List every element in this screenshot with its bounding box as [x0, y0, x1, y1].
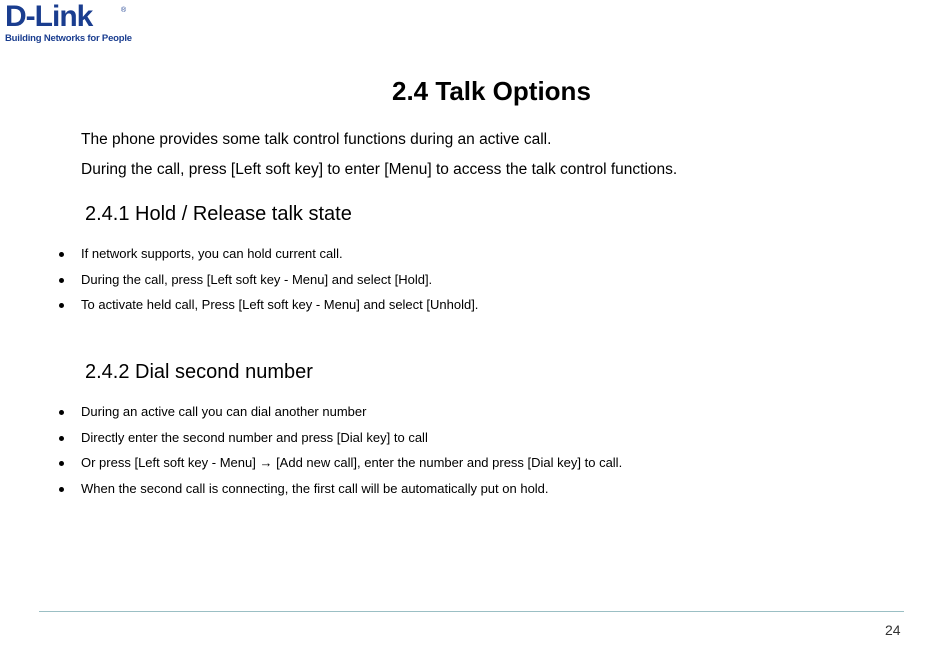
list-item: [0, 480, 950, 506]
bullet-text: If network supports, you can hold current call.: [81, 246, 343, 261]
list-item: [0, 454, 950, 480]
list-item: [0, 245, 950, 271]
list-item: [0, 271, 950, 297]
list-item: [0, 296, 950, 322]
bullet-icon: [59, 252, 64, 257]
page-number: 24: [885, 622, 901, 638]
bullet-icon: [59, 303, 64, 308]
registered-mark: ®: [121, 7, 127, 14]
list-item: [0, 429, 950, 455]
logo-wordmark: D-Link: [5, 0, 93, 33]
dlink-logo: [5, 0, 132, 45]
bullet-text: Directly enter the second number and press [Dial key] to call: [81, 429, 428, 445]
bullet-icon: [59, 461, 64, 466]
bullet-text: During the call, press [Left soft key - Menu] and select [Hold].: [81, 271, 433, 287]
intro-paragraph-1: The phone provides some talk control functions during an active call.: [81, 131, 552, 148]
bullet-icon: [59, 278, 64, 283]
bullet-icon: [59, 410, 64, 415]
page-title: 2.4 Talk Options: [392, 76, 591, 106]
bullet-text: Or press [Left soft key - Menu] → [Add new call], enter the number and press [Dial key] to call.: [81, 455, 623, 471]
bullet-text: When the second call is connecting, the first call will be automatically put on hold.: [81, 481, 549, 497]
hold-release-bullet-list: [0, 245, 950, 322]
bullet-icon: [59, 436, 64, 441]
list-item: [0, 403, 950, 429]
intro-paragraph-2: During the call, press [Left soft key] to enter [Menu] to access the talk control functions.: [81, 161, 678, 178]
logo-tagline: Building Networks for People: [5, 33, 132, 44]
section-heading-dial-second-number: 2.4.2 Dial second number: [85, 361, 313, 383]
bullet-text: To activate held call, Press [Left soft key - Menu] and select [Unhold].: [81, 297, 479, 313]
bullet-icon: [59, 487, 64, 492]
dial-second-number-bullet-list: [0, 403, 950, 506]
bullet-text: During an active call you can dial another number: [81, 404, 367, 419]
section-heading-hold-release: 2.4.1 Hold / Release talk state: [85, 203, 352, 225]
footer-divider: [39, 611, 904, 612]
